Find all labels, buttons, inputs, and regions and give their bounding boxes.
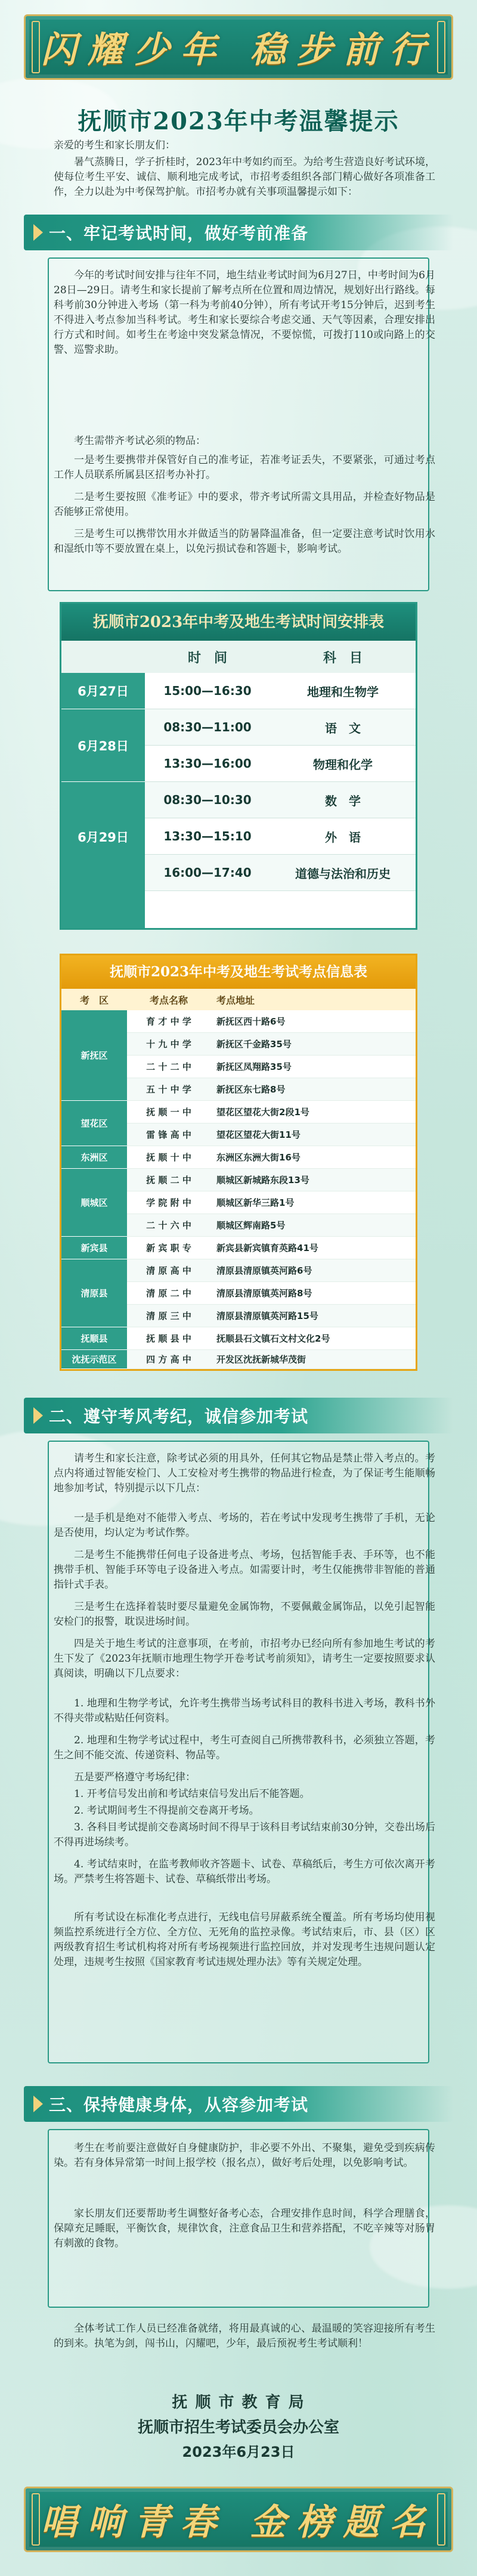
- venue-name: 二 十 二 中: [146, 1062, 191, 1072]
- venue-name: 抚 顺 县 中: [146, 1333, 191, 1344]
- section-header-3: [24, 2086, 453, 2122]
- schedule-body: [61, 673, 416, 928]
- subject-cell: 外 语: [325, 830, 361, 845]
- venue-name: 清 原 三 中: [146, 1311, 191, 1321]
- venue-address: 顺城区辉南路5号: [216, 1220, 286, 1231]
- subject-cell: 数 学: [325, 793, 361, 808]
- schedule-header: [61, 641, 416, 673]
- banner-slogan: 唱响青春 金榜题名: [41, 2501, 436, 2543]
- signoff-org-2: 抚顺市招生考试委员会办公室: [137, 2419, 339, 2437]
- section2-paragraph: 2. 地理和生物学考试过程中，考生可查阅自己所携带教科书，必须独立答题，考生之间不能交流、传递资料、物品等。: [54, 1734, 435, 1761]
- table-row: [127, 1078, 416, 1101]
- section-header-1: [24, 215, 453, 250]
- section2-paragraph: 1. 地理和生物学考试，允许考生携带当场考试科目的教科书进入考场，教科书外不得夹带或粘贴任何资料。: [54, 1697, 435, 1724]
- district-cell: 新宾县: [61, 1237, 127, 1259]
- venue-name: 十 九 中 学: [146, 1039, 191, 1050]
- table-row: [127, 1237, 416, 1259]
- venue-address: 新宾县新宾镇育英路41号: [216, 1243, 318, 1253]
- venue-address: 东洲区东洲大街16号: [216, 1152, 301, 1163]
- table-row: [145, 855, 416, 891]
- venue-address: 望花区望花大街11号: [216, 1129, 301, 1140]
- table-row: [145, 746, 416, 782]
- venue-title: 抚顺市2023年中考及地生考试考点信息表: [61, 955, 416, 989]
- subject-cell: 地理和生物学: [307, 684, 379, 699]
- table-row: [127, 1146, 416, 1169]
- section1-paragraph: 考生需带齐考试必须的物品：: [74, 435, 206, 447]
- section1-paragraph: 三是考生可以携带饮用水并做适当的防暑降温准备，但一定要注意考试时饮用水和湿纸巾等不要放置在桌上，以免污损试卷和答题卡，影响考试。: [54, 528, 435, 555]
- chevron-icon: [33, 1407, 43, 1424]
- time-cell: 08:30—11:00: [163, 720, 252, 734]
- venue-address: 开发区沈抚新城华茂街: [216, 1354, 306, 1365]
- schedule-table: [60, 602, 417, 930]
- date-cell: 6月28日: [61, 709, 145, 782]
- table-row: [127, 1214, 416, 1237]
- section1-paragraph: 一是考生要携带并保管好自己的准考证，若准考证丢失，不要紧张，可通过考点工作人员联系所属县区招考办补打。: [54, 454, 435, 481]
- chevron-icon: [33, 224, 43, 241]
- intro-paragraph: 暑气蒸腾日，学子折桂时，2023年中考如约而至。为给考生营造良好考试环境，使每位考生平安、诚信、顺利地完成考试，市招考委组织各部门精心做好各项准备工作，全力以赴为中考保驾护航。市招考办就有关事项温馨提示如下：: [54, 156, 435, 198]
- table-row: [145, 709, 416, 746]
- venue-name: 学 院 附 中: [146, 1197, 191, 1208]
- table-row: [127, 1169, 416, 1191]
- section2-paragraph: 四是关于地生考试的注意事项，在考前，市招考办已经向所有参加地生考试的考生下发了《2023年抚顺市地理生物学开卷考试考前须知》，请考生一定要按照要求认真阅读，明确以下几点要求：: [54, 1638, 435, 1680]
- section2-paragraph: 4. 考试结束时，在监考教师收齐答题卡、试卷、草稿纸后，考生方可依次离开考场。严禁考生将答题卡、试卷、草稿纸带出考场。: [54, 1858, 435, 1885]
- section3-paragraph: 考生在考前要注意做好自身健康防护，非必要不外出、不聚集，避免受到疾病传染。若有身体异常第一时间上报学校（报名点），做好考后处理，以免影响考试。: [54, 2142, 435, 2169]
- venue-body: [61, 1010, 416, 1369]
- district-cell: 清原县: [61, 1259, 127, 1327]
- venue-name: 五 十 中 学: [146, 1084, 191, 1095]
- venue-address: 清原县清原镇英河路15号: [216, 1311, 318, 1321]
- table-row: [127, 1305, 416, 1327]
- venue-address: 新抚区凤翔路35号: [216, 1062, 292, 1072]
- district-cell: 抚顺县: [61, 1327, 127, 1350]
- venue-name: 雷 锋 高 中: [146, 1129, 191, 1140]
- district-cell: 望花区: [61, 1101, 127, 1146]
- venue-address: 顺城区新城路东段13号: [216, 1175, 309, 1185]
- subject-cell: 物理和化学: [313, 757, 373, 772]
- district-cell: 沈抚示范区: [61, 1350, 127, 1369]
- signoff-date: 2023年6月23日: [182, 2444, 295, 2460]
- time-cell: 15:00—16:30: [163, 684, 252, 698]
- table-row: [127, 1282, 416, 1305]
- section2-paragraph: 五是要严格遵守考场纪律：: [74, 1771, 196, 1783]
- section2-paragraph: 二是考生不能携带任何电子设备进考点、考场，包括智能手表、手环等，也不能携带手机、智能手环等电子设备进入考点。如需要计时，考生仅能携带非智能的普通指针式手表。: [54, 1549, 435, 1591]
- page-title: 抚顺市2023年中考温馨提示: [78, 107, 399, 135]
- table-row: [127, 1101, 416, 1123]
- table-row: [145, 782, 416, 818]
- district-cell: 新抚区: [61, 1010, 127, 1101]
- section2-paragraph: 请考生和家长注意，除考试必须的用具外，任何其它物品是禁止带入考点的。考点内将通过智能安检门、人工安检对考生携带的物品进行检查，为了保证考生能顺畅地参加考试，特别提示以下几点：: [54, 1453, 435, 1494]
- section1-paragraph: 今年的考试时间安排与往年不同，地生结业考试时间为6月27日，中考时间为6月28日—29日。请考生和家长提前了解考点所在位置和周边情况，规划好出行路线。每科考前30分钟进入考场（第一科为考前40分钟），所有考试开考15分钟后，迟到考生不得进入考点参加当科考试。考生和家长要综合考虑交通、天气等因素，合理安排出行方式和时间。如考生在考途中突发紧急情况，不要惊慌，可拨打110或向路上的交警、巡警求助。: [54, 269, 435, 356]
- section2-paragraph: 2. 考试期间考生不得提前交卷离开考场。: [74, 1805, 259, 1817]
- district-cell: 东洲区: [61, 1146, 127, 1169]
- time-cell: 13:30—15:10: [163, 829, 252, 843]
- section-header-2: [24, 1398, 453, 1433]
- venue-address: 望花区望花大街2段1号: [216, 1107, 309, 1118]
- section-title: 一、牢记考试时间，做好考前准备: [49, 224, 309, 243]
- venue-name: 新 宾 职 专: [146, 1243, 191, 1253]
- table-row: [127, 1056, 416, 1078]
- table-row: [127, 1259, 416, 1282]
- top-banner: [24, 14, 453, 80]
- venue-name: 抚 顺 二 中: [146, 1175, 191, 1185]
- venue-address: 新抚区东七路8号: [216, 1084, 286, 1095]
- venue-header: [61, 989, 416, 1010]
- column-header-subject: 科 目: [323, 650, 363, 666]
- date-cell: 6月27日: [61, 673, 145, 709]
- table-row: [127, 1350, 416, 1369]
- column-header-address: 考点地址: [216, 994, 255, 1006]
- venue-name: 清 原 高 中: [146, 1265, 191, 1276]
- date-cell: 6月29日: [78, 830, 129, 845]
- greeting: 亲爱的考生和家长朋友们：: [54, 139, 175, 151]
- venue-address: 新抚区千金路35号: [216, 1039, 292, 1050]
- banner-slogan: 闪耀少年 稳步前行: [41, 29, 436, 71]
- chevron-icon: [33, 2096, 43, 2112]
- schedule-title: 抚顺市2023年中考及地生考试时间安排表: [61, 604, 416, 641]
- column-header-time: 时 间: [187, 650, 227, 666]
- venue-name: 抚 顺 十 中: [146, 1152, 191, 1163]
- table-row: [145, 673, 416, 709]
- table-row: [127, 1191, 416, 1214]
- venue-table: [60, 954, 417, 1371]
- section1-paragraph: 二是考生要按照《准考证》中的要求，带齐考试所需文具用品，并检查好物品是否能够正常使用。: [54, 491, 435, 518]
- venue-address: 抚顺县石文镇石文村文化2号: [216, 1333, 330, 1344]
- venue-name: 二 十 六 中: [146, 1220, 191, 1231]
- table-row: [145, 818, 416, 855]
- venue-address: 清原县清原镇英河路6号: [216, 1265, 312, 1276]
- column-header-district: 考 区: [79, 994, 109, 1006]
- table-row: [127, 1123, 416, 1146]
- venue-name: 四 方 高 中: [146, 1354, 191, 1365]
- section2-paragraph: 3. 各科目考试提前交卷离场时间不得早于该科目考试结束前30分钟，交卷出场后不得再进场续考。: [54, 1821, 435, 1848]
- closing-paragraph: 全体考试工作人员已经准备就绪，将用最真诚的心、最温暖的笑容迎接所有考生的到来。执笔为剑，闯书山，闪耀吧，少年，最后预祝考生考试顺利！: [54, 2323, 435, 2350]
- table-row: [127, 1327, 416, 1350]
- table-row: [127, 1010, 416, 1033]
- venue-address: 顺城区新华三路1号: [216, 1197, 295, 1208]
- signoff-org-1: 抚 顺 市 教 育 局: [172, 2394, 305, 2411]
- table-row: [127, 1033, 416, 1056]
- venue-name: 育 才 中 学: [146, 1016, 191, 1027]
- subject-cell: 语 文: [325, 721, 361, 735]
- subject-cell: 道德与法治和历史: [295, 866, 391, 881]
- time-cell: 16:00—17:40: [163, 865, 252, 880]
- column-header-name: 考点名称: [149, 994, 188, 1006]
- district-cell: 顺城区: [61, 1169, 127, 1237]
- section2-paragraph: 1. 开考信号发出前和考试结束信号发出后不能答题。: [74, 1788, 310, 1800]
- section2-paragraph: 三是考生在选择着装时要尽量避免金属饰物，不要佩戴金属饰品，以免引起智能安检门的报警，耽误进场时间。: [54, 1601, 435, 1628]
- section2-paragraph: 一是手机是绝对不能带入考点、考场的，若在考试中发现考生携带了手机，无论是否使用，均认定为考试作弊。: [54, 1512, 435, 1539]
- section2-paragraph: 所有考试设在标准化考点进行，无线电信号屏蔽系统全覆盖。所有考场均使用视频监控系统进行全方位、全方位、无死角的监控录像。考试结束后，市、县（区）区两级教育招生考试机构将对所有考场视频进行监控回放，并对发现考生违规问题认定处理，违规考生按照《国家教育考试违规处理办法》等有关规定处理。: [54, 1911, 435, 1968]
- venue-address: 新抚区西十路6号: [216, 1016, 286, 1027]
- time-cell: 13:30—16:00: [163, 756, 252, 771]
- venue-name: 抚 顺 一 中: [146, 1107, 191, 1118]
- time-cell: 08:30—10:30: [163, 793, 252, 807]
- section-title: 二、遵守考风考纪，诚信参加考试: [49, 1407, 309, 1426]
- section3-paragraph: 家长朋友们还要帮助考生调整好备考心态，合理安排作息时间，科学合理膳食，保障充足睡眠，平衡饮食，规律饮食，注意食品卫生和营养搭配，不吃辛辣等对肠胃有刺激的食物。: [54, 2208, 435, 2249]
- venue-address: 清原县清原镇英河路8号: [216, 1288, 312, 1299]
- bottom-banner: [24, 2487, 453, 2552]
- section-title: 三、保持健康身体，从容参加考试: [49, 2095, 309, 2115]
- venue-name: 清 原 二 中: [146, 1288, 191, 1299]
